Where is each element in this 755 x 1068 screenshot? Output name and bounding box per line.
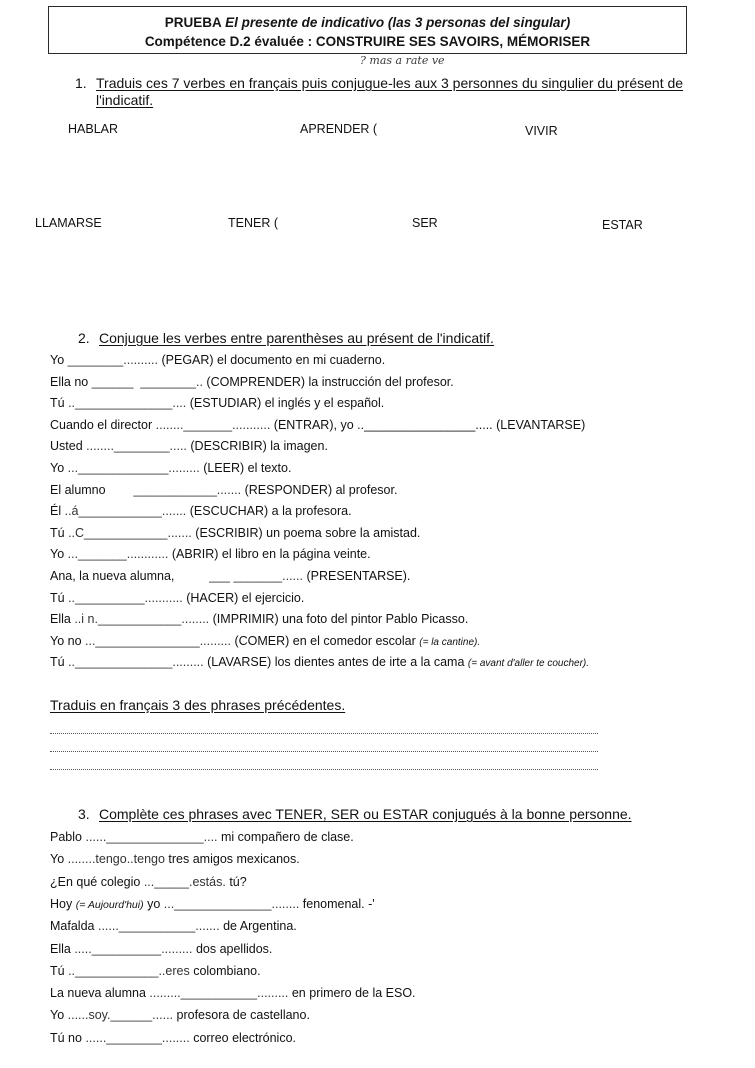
- exercise-text: (ESTUDIAR) el inglés y el español.: [189, 396, 385, 411]
- section3-number: 3.: [78, 806, 90, 822]
- exercise-line: [50, 612, 468, 626]
- answer-blank[interactable]: ..._______________.........: [85, 633, 231, 648]
- translation-answer-line[interactable]: [50, 768, 598, 770]
- section1-number: 1.: [75, 75, 87, 91]
- exercise-text: (LEER) el texto.: [203, 461, 292, 475]
- answer-blank[interactable]: ..______________....: [68, 396, 187, 411]
- exercise-text: (COMER) en el comedor escolar: [234, 633, 416, 648]
- exercise-line: [50, 569, 410, 583]
- exercise-text: (ABRIR) el libro en la página veinte.: [171, 547, 371, 562]
- exercise-line: [50, 634, 480, 648]
- exercise-subject: yo: [147, 896, 161, 911]
- exercise-text: colombiano.: [193, 963, 261, 978]
- answer-blank[interactable]: ........_______...........: [155, 417, 271, 432]
- answer-blank[interactable]: ________..........: [67, 353, 158, 367]
- test-label: PRUEBA: [164, 15, 222, 30]
- section1-instruction: [96, 75, 696, 109]
- exercise-text: (PRESENTARSE).: [306, 569, 411, 583]
- exercise-text: de Argentina.: [223, 919, 297, 934]
- exercise-subject: Tú no: [50, 1030, 82, 1045]
- header-box: [48, 6, 687, 54]
- exercise-subject: Yo no: [50, 633, 82, 648]
- exercise-line: [50, 504, 352, 518]
- exercise-subject: Pablo: [50, 830, 82, 844]
- answer-blank[interactable]: ......________........: [85, 1030, 190, 1045]
- handwritten-note: ? mas a rate ve: [360, 54, 445, 67]
- answer-blank[interactable]: ..á____________.......: [64, 504, 187, 519]
- exercise-text: (LAVARSE) los dientes antes de irte a la cama: [207, 655, 465, 670]
- verb-hablar: HABLAR: [68, 122, 119, 136]
- exercise-subject: Él: [50, 504, 62, 519]
- competence-line: Compétence D.2 évaluée : CONSTRUIRE SES SAVOIRS, MÉMORISER: [144, 34, 591, 49]
- exercise-note: (= Aujourd'hui): [75, 898, 144, 911]
- translation-instruction-text: Traduis en français 3 des phrases précédentes.: [50, 697, 346, 713]
- exercise-line: [50, 986, 416, 1000]
- verb-llamarse: LLAMARSE: [35, 216, 102, 230]
- exercise-subject: Yo: [50, 353, 65, 367]
- exercise-subject: El alumno: [50, 482, 106, 497]
- exercise-text: mi compañero de clase.: [221, 830, 354, 844]
- exercise-text: (DESCRIBIR) la imagen.: [190, 439, 328, 454]
- exercise-text: (COMPRENDER) la instrucción del profesor.: [206, 374, 454, 389]
- exercise-note: (= avant d'aller te coucher).: [467, 658, 590, 670]
- exercise-line: [50, 591, 304, 605]
- section2-number: 2.: [78, 330, 90, 346]
- exercise-line: [50, 964, 261, 978]
- verb-tener: TENER (: [228, 216, 278, 230]
- test-title: [49, 15, 686, 30]
- exercise-subject: Yo: [50, 852, 65, 867]
- exercise-subject: Ella: [50, 612, 71, 627]
- answer-blank[interactable]: ..__________...........: [68, 590, 183, 605]
- exercise-subject: Mafalda: [50, 919, 95, 934]
- exercise-line: [50, 547, 371, 561]
- exercise-text: (ESCUCHAR) a la profesora.: [189, 504, 352, 519]
- verb-vivir: VIVIR: [525, 124, 558, 138]
- exercise-text: (RESPONDER) al profesor.: [244, 482, 398, 497]
- answer-blank[interactable]: ..._____________.........: [67, 461, 200, 475]
- verb-ser: SER: [412, 216, 438, 230]
- translation-answer-line[interactable]: [50, 750, 598, 752]
- section3-instruction: [99, 806, 632, 822]
- answer-blank[interactable]: ____________.......: [109, 482, 242, 497]
- section3-instruction-text: Complète ces phrases avec TENER, SER ou ESTAR conjugués à la bonne personne.: [99, 806, 632, 822]
- exercise-text: (HACER) el ejercicio.: [186, 590, 305, 605]
- exercise-subject: Tú: [50, 396, 65, 411]
- exercise-line: [50, 461, 291, 475]
- exercise-line: [50, 439, 328, 453]
- answer-blank[interactable]: ..._____.estás.: [143, 874, 226, 889]
- exercise-line: [50, 897, 375, 911]
- translation-instruction: [50, 697, 345, 713]
- answer-blank[interactable]: .........___________.........: [149, 986, 289, 1001]
- exercise-text: (PEGAR) el documento en mi cuaderno.: [161, 353, 386, 367]
- answer-blank[interactable]: ..______________.........: [68, 655, 204, 670]
- exercise-subject: Usted: [50, 439, 83, 454]
- answer-blank[interactable]: ........________.....: [86, 439, 187, 454]
- exercise-line: [50, 852, 300, 866]
- verb-estar: ESTAR: [602, 218, 643, 232]
- exercise-line: [50, 1008, 310, 1022]
- answer-blank[interactable]: ..C____________.......: [68, 525, 192, 540]
- exercise-text: (IMPRIMIR) una foto del pintor Pablo Picasso.: [212, 612, 469, 627]
- exercise-subject: Ella no: [50, 374, 89, 389]
- exercise-line: [50, 919, 297, 933]
- exercise-text: (ENTRAR), yo ..________________..... (LEVANTARSE): [273, 417, 586, 432]
- exercise-subject: Ana, la nueva alumna,: [50, 569, 175, 583]
- exercise-text: (ESCRIBIR) un poema sobre la amistad.: [195, 525, 421, 540]
- answer-blank[interactable]: ........tengo..tengo: [67, 852, 165, 867]
- exercise-line: [50, 353, 385, 367]
- exercise-text: profesora de castellano.: [176, 1008, 310, 1023]
- answer-blank[interactable]: ___ _______......: [177, 569, 303, 583]
- exercise-line: [50, 396, 384, 410]
- exercise-line: [50, 418, 585, 432]
- answer-blank[interactable]: ......______________....: [85, 830, 218, 844]
- section2-instruction-text: Conjugue les verbes entre parenthèses au présent de l'indicatif.: [99, 330, 494, 346]
- exercise-line: [50, 655, 589, 669]
- answer-blank[interactable]: ..i n.____________........: [74, 612, 210, 627]
- exercise-line: [50, 875, 247, 889]
- exercise-text: tres amigos mexicanos.: [168, 852, 300, 867]
- exercise-note: (= la cantine).: [419, 636, 481, 648]
- answer-blank[interactable]: ...______________........: [163, 896, 300, 911]
- exercise-subject: Tú: [50, 590, 65, 605]
- exercise-subject: Hoy: [50, 896, 73, 911]
- exercise-subject: Yo: [50, 1008, 65, 1023]
- exercise-subject: ¿En qué colegio: [50, 874, 141, 889]
- exercise-text: en primero de la ESO.: [291, 986, 416, 1001]
- answer-blank[interactable]: .....__________.........: [74, 941, 193, 956]
- exercise-line: [50, 375, 454, 389]
- exercise-line: [50, 830, 354, 844]
- exercise-subject: Tú: [50, 963, 65, 978]
- answer-blank[interactable]: ..._______............: [67, 547, 169, 562]
- exercise-subject: Yo: [50, 547, 65, 562]
- verb-aprender: APRENDER (: [300, 122, 378, 136]
- answer-blank[interactable]: ......soy.______......: [67, 1008, 174, 1023]
- answer-blank[interactable]: ______ ________..: [91, 374, 203, 389]
- exercise-text: fenomenal. -': [302, 896, 375, 911]
- exercise-subject: Ella: [50, 941, 71, 956]
- answer-blank[interactable]: ......___________.......: [97, 919, 220, 934]
- exercise-line: [50, 942, 272, 956]
- answer-blank[interactable]: ..____________..eres: [68, 963, 190, 978]
- exercise-text: correo electrónico.: [193, 1030, 297, 1045]
- exercise-text: tú?: [229, 874, 247, 889]
- exercise-subject: Cuando el director: [50, 417, 153, 432]
- exercise-subject: Tú: [50, 525, 65, 540]
- exercise-subject: Tú: [50, 655, 65, 670]
- exercise-line: [50, 1031, 296, 1045]
- exercise-line: [50, 483, 397, 497]
- section1-instruction-text: Traduis ces 7 verbes en français puis conjugue-les aux 3 personnes du singulier du présent de l'indicatif.: [96, 75, 684, 108]
- translation-answer-line[interactable]: [50, 732, 598, 734]
- exercise-subject: Yo: [50, 461, 65, 475]
- exercise-text: dos apellidos.: [195, 941, 273, 956]
- section2-instruction: [99, 330, 494, 346]
- test-topic: El presente de indicativo (las 3 personas del singular): [225, 15, 571, 30]
- exercise-subject: La nueva alumna: [50, 986, 146, 1001]
- exercise-line: [50, 526, 420, 540]
